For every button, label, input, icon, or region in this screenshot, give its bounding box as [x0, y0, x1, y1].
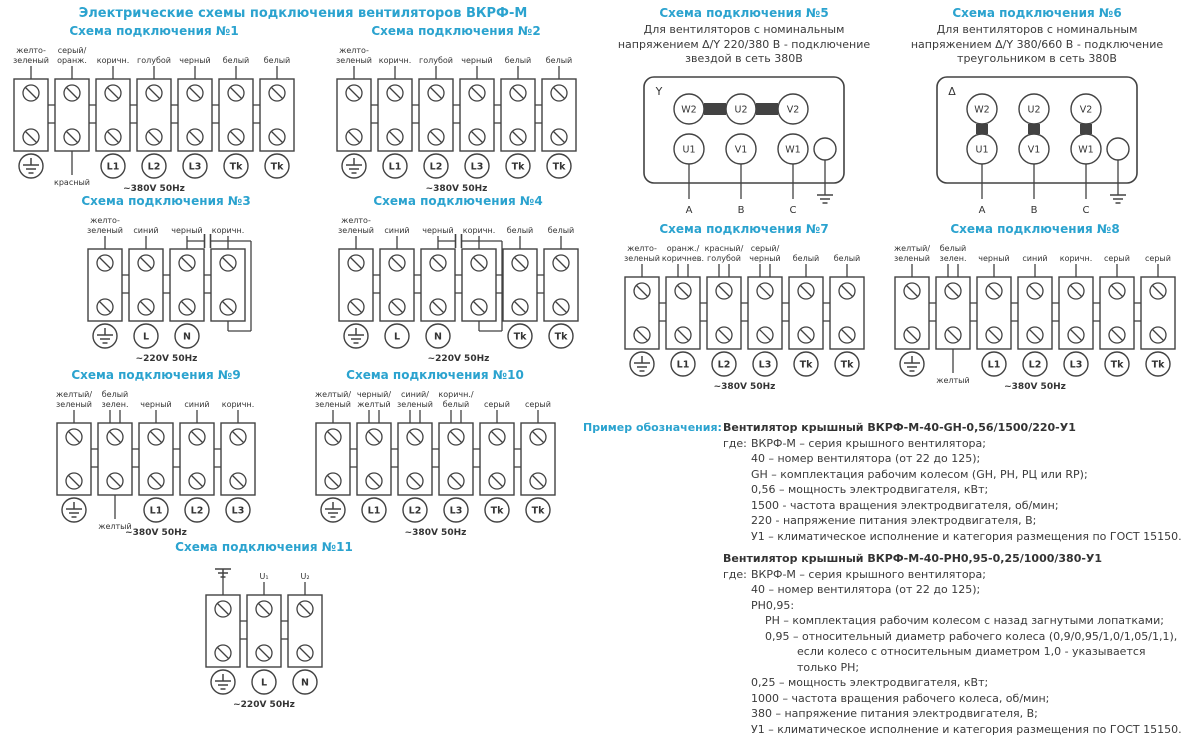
wire-label: черный	[422, 226, 453, 235]
scheme-5-svg	[609, 71, 879, 221]
example-title-1: Вентилятор крышный ВКРФ-М-40-GH-0,56/1500/220-У1	[723, 420, 1184, 436]
wire-label: коричн.	[1060, 254, 1093, 263]
scheme-7-diagram	[598, 239, 890, 397]
terminal-block	[521, 400, 555, 522]
wire-label: желто-	[16, 46, 46, 55]
scheme-11-diagram	[148, 557, 380, 715]
scheme-9	[12, 368, 300, 543]
terminal-block	[336, 46, 378, 178]
wire-label: черный	[978, 254, 1009, 263]
scheme-10-svg	[310, 385, 561, 543]
terminal-label: Tk	[552, 162, 565, 173]
phase-label: A	[979, 205, 986, 216]
wire-label: серый/	[58, 46, 87, 55]
wire-label: черный	[171, 226, 202, 235]
terminal-label: Tk	[511, 162, 524, 173]
terminal-label: L1	[388, 162, 401, 173]
wire-label: черный	[179, 56, 210, 65]
terminal-block	[661, 244, 706, 376]
wire-label: синий	[1022, 254, 1047, 263]
motor-terminal-label: V2	[1080, 104, 1093, 115]
terminal-label: L1	[107, 162, 120, 173]
scheme-2-svg	[331, 41, 582, 199]
terminal-label: L3	[449, 506, 462, 517]
terminal-block	[894, 244, 936, 376]
example-where-2: где:	[723, 567, 751, 737]
terminal-label: L3	[470, 162, 483, 173]
wire-label: черный	[140, 400, 171, 409]
voltage-label: ~380V 50Hz	[404, 528, 466, 538]
voltage-label: ~380V 50Hz	[713, 382, 775, 392]
phase-label: B	[1031, 205, 1038, 216]
wire-label: зеленый	[315, 400, 351, 409]
scheme-6	[893, 6, 1181, 221]
terminal-label: Tk	[799, 360, 812, 371]
wire-label: белый	[504, 56, 530, 65]
scheme-10-title: Схема подключения №10	[286, 368, 584, 382]
terminal-label: L2	[148, 162, 161, 173]
terminal-block	[544, 226, 578, 348]
terminal-block	[180, 400, 221, 522]
wire-label: желтый	[357, 400, 390, 409]
terminal-block	[977, 254, 1018, 376]
wire-label: зеленый	[894, 254, 930, 263]
designation-line: У1 – климатическое исполнение и категория размещения по ГОСТ 15150.	[751, 529, 1184, 545]
scheme-6-svg	[902, 71, 1172, 221]
wire-label: коричн.	[97, 56, 130, 65]
wire-label: коричнев.	[661, 254, 703, 263]
terminal-label: Tk	[531, 506, 544, 517]
phase-label: C	[1083, 205, 1090, 216]
example-where-1: где:	[723, 436, 751, 545]
motor-terminal-label: V2	[787, 104, 800, 115]
scheme-9-title: Схема подключения №9	[12, 368, 300, 382]
wire-label: оранж./	[666, 244, 699, 253]
page-title: Электрические схемы подключения вентиляторов ВКРФ-М	[16, 6, 590, 21]
terminal-label: L3	[758, 360, 771, 371]
wire-label: синий	[384, 226, 409, 235]
wire-label: белый	[264, 56, 290, 65]
wire-label: зеленый	[13, 56, 49, 65]
terminal-block	[789, 254, 830, 376]
wire-label: коричн./	[438, 390, 474, 399]
terminal-block	[338, 216, 380, 348]
terminal-label: L	[142, 332, 148, 343]
voltage-label: ~380V 50Hz	[425, 184, 487, 194]
terminal-label: N	[434, 332, 442, 343]
motor-terminal-label: W2	[681, 104, 696, 115]
terminal-block	[96, 56, 137, 178]
scheme-7-title: Схема подключения №7	[598, 222, 890, 236]
scheme-1-title: Схема подключения №1	[8, 24, 300, 38]
wire-label: белый	[223, 56, 249, 65]
terminal-block	[542, 56, 576, 178]
scheme-11-title: Схема подключения №11	[148, 540, 380, 554]
scheme-4-title: Схема подключения №4	[312, 194, 604, 208]
example-lines-2	[751, 567, 1184, 737]
scheme-9-diagram	[12, 385, 300, 543]
terminal-block	[1100, 254, 1141, 376]
terminal-label: L2	[1029, 360, 1042, 371]
wire-label: желто-	[90, 216, 120, 225]
designation-line: GH – комплектация рабочим колесом (GH, PH, РЦ или RP);	[751, 467, 1184, 483]
scheme-4-svg	[333, 211, 584, 369]
scheme-3-diagram	[28, 211, 304, 369]
wire-label: зеленый	[56, 400, 92, 409]
wire-label: желтый	[98, 522, 131, 531]
example-title-2: Вентилятор крышный ВКРФ-М-40-РН0,95-0,25/1000/380-У1	[723, 551, 1184, 567]
terminal-label: L2	[408, 506, 421, 517]
terminal-block	[1141, 254, 1175, 376]
wire-label: белый	[547, 226, 573, 235]
designation-line: 0,25 – мощность электродвигателя, кВт;	[751, 675, 1184, 691]
designation-line: 220 - напряжение питания электродвигателя, В;	[751, 513, 1184, 529]
terminal-label: L3	[232, 506, 245, 517]
winding-symbol: Y	[655, 85, 663, 98]
motor-terminal-label: W2	[974, 104, 989, 115]
terminal-label: Tk	[271, 162, 284, 173]
terminal-block	[1059, 254, 1100, 376]
terminal-block	[178, 56, 219, 178]
terminal-label: L1	[988, 360, 1001, 371]
scheme-10-diagram	[286, 385, 584, 543]
terminal-block	[129, 226, 170, 348]
scheme-8-diagram	[888, 239, 1182, 397]
scheme-4-diagram	[312, 211, 604, 369]
terminal-block	[503, 226, 544, 348]
motor-desc-line: звездой в сеть 380В	[598, 52, 890, 67]
terminal-block	[501, 56, 542, 178]
motor-terminal-label: W1	[785, 144, 800, 155]
wire-label: синий	[184, 400, 209, 409]
motor-desc-line: Для вентиляторов с номинальным	[893, 23, 1181, 38]
scheme-8-title: Схема подключения №8	[888, 222, 1182, 236]
designation-line: 1500 - частота вращения электродвигателя, об/мин;	[751, 498, 1184, 514]
wire-label: синий	[133, 226, 158, 235]
terminal-block	[936, 244, 977, 385]
phase-label: C	[790, 205, 797, 216]
terminal-block	[378, 56, 419, 178]
scheme-2-diagram	[312, 41, 600, 199]
terminal-block	[56, 390, 98, 522]
terminal-label: Tk	[490, 506, 503, 517]
terminal-block	[397, 390, 439, 522]
scheme-5-description	[598, 23, 890, 67]
terminal-block	[98, 390, 139, 531]
terminal-block	[260, 56, 294, 178]
terminal-block	[206, 569, 247, 694]
wire-label: зеленый	[338, 226, 374, 235]
designation-line: 1000 – частота вращения рабочего колеса, об/мин;	[751, 691, 1184, 707]
scheme-3-svg	[82, 211, 251, 369]
scheme-2-title: Схема подключения №2	[312, 24, 600, 38]
motor-desc-line: треугольником в сеть 380В	[893, 52, 1181, 67]
terminal-label: L	[261, 678, 267, 689]
scheme-8-svg	[889, 239, 1181, 397]
wire-label: черный	[749, 254, 780, 263]
wire-label: голубой	[419, 56, 453, 65]
wire-label: желто-	[627, 244, 657, 253]
designation-line: 40 – номер вентилятора (от 22 до 125);	[751, 582, 1184, 598]
terminal-label: L	[393, 332, 399, 343]
scheme-4	[312, 194, 604, 369]
terminal-block	[380, 226, 421, 348]
terminal-label: Tk	[840, 360, 853, 371]
designation-line: У1 – климатическое исполнение и категория размещения по ГОСТ 15150.	[751, 722, 1184, 737]
scheme-1-svg	[8, 41, 300, 199]
terminal-label: N	[183, 332, 191, 343]
terminal-block	[54, 46, 96, 187]
scheme-6-diagram	[893, 71, 1181, 221]
terminal-block	[137, 56, 178, 178]
terminal-block	[87, 216, 129, 348]
scheme-3	[28, 194, 304, 369]
scheme-2	[312, 24, 600, 199]
terminal-label: L3	[189, 162, 202, 173]
terminal-block	[211, 226, 245, 321]
example-lines-1	[751, 436, 1184, 545]
wire-label: желтый/	[314, 390, 350, 399]
wire-label: зеленый	[87, 226, 123, 235]
terminal-label: Tk	[1111, 360, 1124, 371]
terminal-block	[1018, 254, 1059, 376]
phase-label: B	[738, 205, 745, 216]
wire-label: красный/	[704, 244, 743, 253]
wire-label: желтый/	[56, 390, 92, 399]
wire-label: серый	[1145, 254, 1171, 263]
voltage-label: ~220V 50Hz	[427, 354, 489, 364]
designation-line: 40 – номер вентилятора (от 22 до 125);	[751, 451, 1184, 467]
terminal-label: L1	[676, 360, 689, 371]
scheme-7-svg	[619, 239, 870, 397]
motor-terminal-label: W1	[1078, 144, 1093, 155]
terminal-block	[13, 46, 55, 178]
motor-desc-line: Для вентиляторов с номинальным	[598, 23, 890, 38]
wire-label: белый	[833, 254, 859, 263]
scheme-5-diagram	[598, 71, 890, 221]
scheme-8	[888, 222, 1182, 397]
phase-label: A	[686, 205, 693, 216]
terminal-block	[438, 390, 480, 522]
designation-line: ВКРФ-М – серия крышного вентилятора;	[751, 436, 1184, 452]
terminal-block	[748, 244, 789, 376]
wire-label: серый	[525, 400, 551, 409]
example-label: Пример обозначения:	[583, 420, 722, 436]
wire-label: голубой	[137, 56, 171, 65]
motor-terminal-label: U2	[735, 104, 748, 115]
wire-label: коричн.	[211, 226, 244, 235]
designation-line: 0,56 – мощность электродвигателя, кВт;	[751, 482, 1184, 498]
scheme-3-title: Схема подключения №3	[28, 194, 304, 208]
terminal-block	[221, 400, 255, 522]
terminal-label: Tk	[554, 332, 567, 343]
voltage-label: ~220V 50Hz	[233, 700, 295, 710]
terminal-label: L2	[429, 162, 442, 173]
terminal-block	[480, 400, 521, 522]
wire-label: коричн.	[222, 400, 255, 409]
wire-label: серый	[484, 400, 510, 409]
scheme-7	[598, 222, 890, 397]
terminal-label: L2	[191, 506, 204, 517]
wire-label: коричн.	[378, 56, 411, 65]
wire-label: желто-	[341, 216, 371, 225]
terminal-block	[462, 226, 503, 321]
terminal-block	[247, 572, 288, 694]
terminal-label: Tk	[230, 162, 243, 173]
terminal-block	[830, 254, 864, 376]
wire-label: зеленый	[397, 400, 433, 409]
wire-label: желтый/	[894, 244, 930, 253]
wire-label: желтый	[936, 376, 969, 385]
terminal-label: N	[301, 678, 309, 689]
wire-label: белый	[940, 244, 966, 253]
designation-line: если колесо с относительным диаметром 1,0 - указывается только РН;	[751, 644, 1184, 675]
winding-symbol: Δ	[948, 85, 956, 98]
wire-label: зелен.	[940, 254, 967, 263]
wire-label: белый	[102, 390, 128, 399]
wire-label: серый/	[750, 244, 779, 253]
wire-label: красный	[54, 178, 90, 187]
designation-line: РН – комплектация рабочим колесом с назад загнутыми лопатками;	[751, 613, 1184, 629]
scheme-5	[598, 6, 890, 221]
terminal-label: L1	[150, 506, 163, 517]
terminal-block	[356, 390, 397, 522]
wire-label: зеленый	[624, 254, 660, 263]
scheme-1	[8, 24, 300, 199]
wire-label: белый	[545, 56, 571, 65]
wire-label: черный	[461, 56, 492, 65]
terminal-label: L3	[1070, 360, 1083, 371]
wire-label: коричн.	[462, 226, 495, 235]
scheme-6-title: Схема подключения №6	[893, 6, 1181, 20]
wire-label: желто-	[339, 46, 369, 55]
motor-terminal-label: V1	[735, 144, 748, 155]
wire-label: белый	[506, 226, 532, 235]
motor-desc-line: напряжением Δ/Y 220/380 В - подключение	[598, 38, 890, 53]
terminal-label: L1	[367, 506, 380, 517]
scheme-5-title: Схема подключения №5	[598, 6, 890, 20]
wire-label: серый	[1104, 254, 1130, 263]
voltage-label: ~380V 50Hz	[1004, 382, 1066, 392]
wire-label: U₁	[259, 572, 268, 581]
terminal-block	[460, 56, 501, 178]
wire-label: синий/	[401, 390, 429, 399]
voltage-label: ~220V 50Hz	[135, 354, 197, 364]
wire-label: оранж.	[57, 56, 87, 65]
scheme-11	[148, 540, 380, 715]
designation-line: ВКРФ-М – серия крышного вентилятора;	[751, 567, 1184, 583]
terminal-label: Tk	[513, 332, 526, 343]
voltage-label: ~380V 50Hz	[125, 528, 187, 538]
terminal-label: Tk	[1152, 360, 1165, 371]
voltage-label: ~380V 50Hz	[123, 184, 185, 194]
designation-line: РН0,95:	[751, 598, 1184, 614]
scheme-6-description	[893, 23, 1181, 67]
terminal-block	[219, 56, 260, 178]
motor-desc-line: напряжением Δ/Y 380/660 В - подключение	[893, 38, 1181, 53]
terminal-label: L2	[717, 360, 730, 371]
scheme-9-svg	[51, 385, 261, 543]
designation-line: 0,95 – относительный диаметр рабочего колеса (0,9/0,95/1,0/1,05/1,1),	[751, 629, 1184, 645]
wire-label: голубой	[707, 254, 741, 263]
wire-label: зелен.	[102, 400, 129, 409]
wire-label: белый	[792, 254, 818, 263]
scheme-11-svg	[200, 557, 328, 715]
terminal-block	[139, 400, 180, 522]
terminal-block	[288, 572, 322, 694]
motor-terminal-label: U2	[1028, 104, 1041, 115]
terminal-block	[419, 56, 460, 178]
scheme-10	[286, 368, 584, 543]
motor-terminal-label: U1	[976, 144, 989, 155]
motor-terminal-label: U1	[683, 144, 696, 155]
motor-terminal-label: V1	[1028, 144, 1041, 155]
designation-line: 380 – напряжение питания электродвигателя, В;	[751, 706, 1184, 722]
wire-label: белый	[442, 400, 468, 409]
wire-label: черный/	[356, 390, 390, 399]
terminal-block	[704, 244, 747, 376]
scheme-1-diagram	[8, 41, 300, 199]
terminal-block	[624, 244, 666, 376]
wire-label: U₂	[300, 572, 309, 581]
wire-label: зеленый	[336, 56, 372, 65]
terminal-block	[314, 390, 356, 522]
designation-example	[583, 420, 1184, 737]
